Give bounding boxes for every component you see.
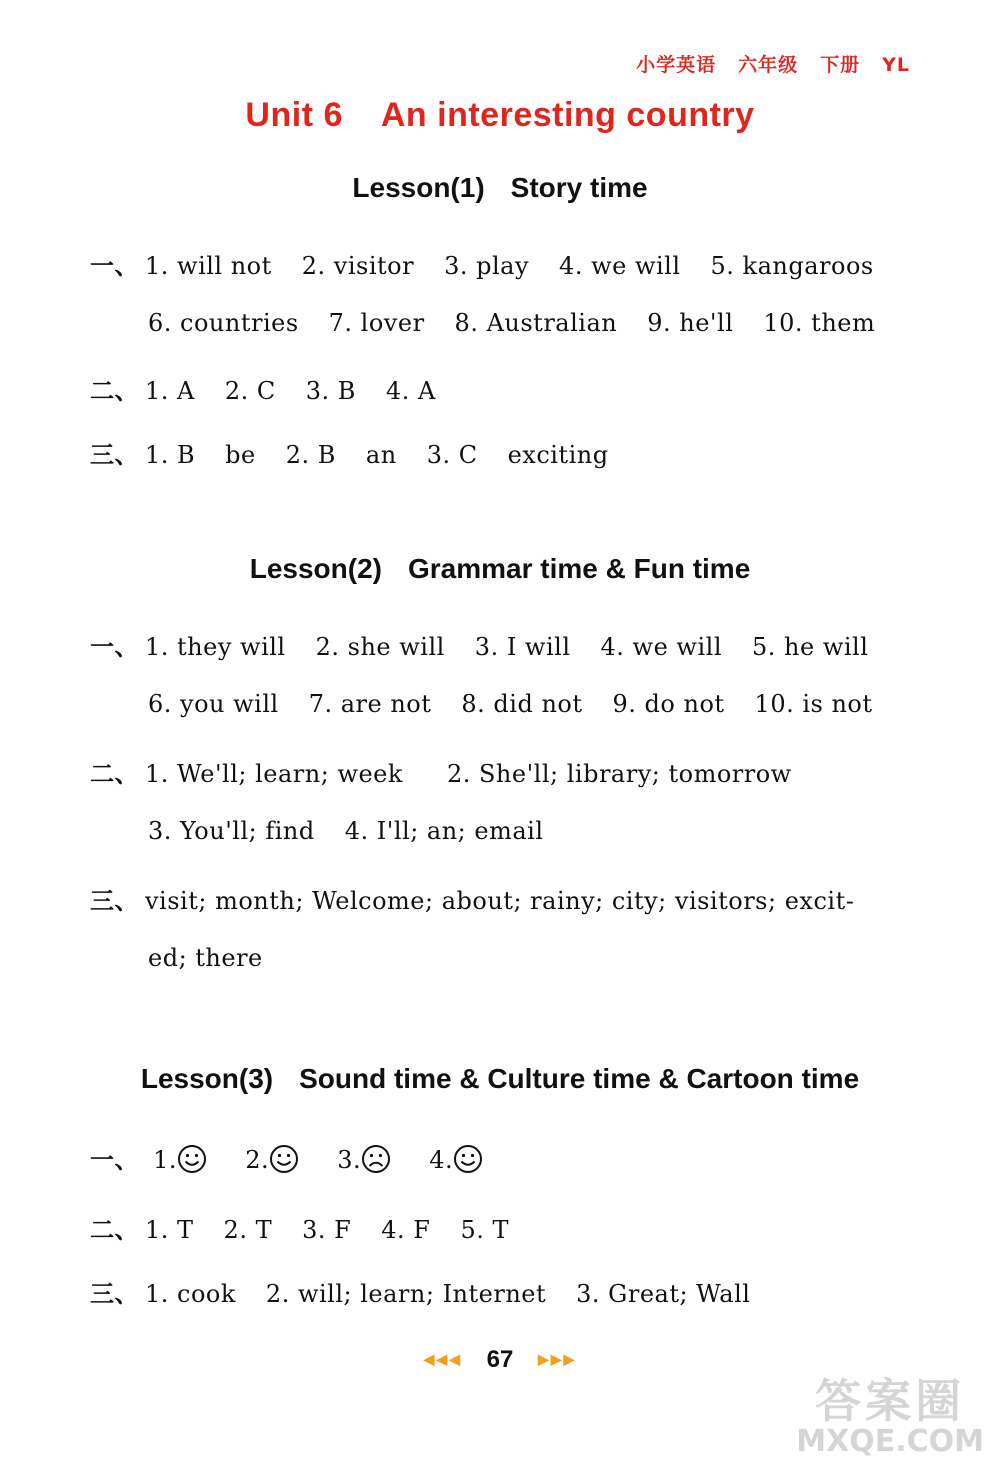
l1-s1-row1: 一、 1. will not 2. visitor 3. play 4. we will 5. kangaroos bbox=[90, 252, 874, 280]
l2-s2-row2: 3. You'll; find 4. I'll; an; email bbox=[148, 817, 544, 845]
header-grade: 六年级 bbox=[738, 54, 799, 76]
lesson-3-heading: Lesson(3) Sound time & Culture time & Cartoon time bbox=[140, 1063, 860, 1094]
watermark: 答案圈 MXQE.COM bbox=[796, 1374, 984, 1459]
happy-face-icon bbox=[177, 1144, 207, 1174]
l3-s1: 一、 1. 2. 3. 4. bbox=[90, 1140, 483, 1175]
happy-face-icon bbox=[453, 1144, 483, 1174]
page-footer bbox=[0, 1346, 1000, 1374]
l2-s1-row2: 6. you will 7. are not 8. did not 9. do not 10. is not bbox=[148, 690, 873, 718]
unit-number: Unit 6 bbox=[245, 96, 343, 134]
lesson-1-heading: Lesson(1) Story time bbox=[352, 172, 648, 203]
book-header bbox=[614, 50, 910, 77]
l2-s3-row1: 三、 visit; month; Welcome; about; rainy; city; visitors; excit- bbox=[90, 887, 855, 915]
l2-s3-row2: ed; there bbox=[148, 944, 263, 972]
l3-s3: 三、 1. cook 2. will; learn; Internet 3. Great; Wall bbox=[90, 1280, 751, 1308]
sad-face-icon bbox=[361, 1144, 391, 1174]
happy-face-icon bbox=[269, 1144, 299, 1174]
right-arrows-icon: ▶▶▶ bbox=[538, 1351, 577, 1367]
l1-s3: 三、 1. B be 2. B an 3. C exciting bbox=[90, 441, 609, 469]
l2-s2-row1: 二、 1. We'll; learn; week 2. She'll; library; tomorrow bbox=[90, 760, 792, 788]
l3-s2: 二、 1. T 2. T 3. F 4. F 5. T bbox=[90, 1216, 510, 1244]
page-number: 67 bbox=[486, 1346, 514, 1373]
header-subject: 小学英语 bbox=[636, 54, 717, 76]
header-edition: YL bbox=[882, 54, 910, 76]
unit-name: An interesting country bbox=[380, 96, 755, 134]
header-volume: 下册 bbox=[820, 54, 861, 76]
left-arrows-icon: ◀◀◀ bbox=[423, 1351, 462, 1367]
lesson-2-heading: Lesson(2) Grammar time & Fun time bbox=[249, 553, 751, 584]
l1-s2: 二、 1. A 2. C 3. B 4. A bbox=[90, 377, 436, 405]
l2-s1-row1: 一、 1. they will 2. she will 3. I will 4. we will 5. he will bbox=[90, 633, 869, 661]
unit-title bbox=[0, 96, 1000, 135]
l1-s1-row2: 6. countries 7. lover 8. Australian 9. he'll 10. them bbox=[148, 309, 876, 337]
